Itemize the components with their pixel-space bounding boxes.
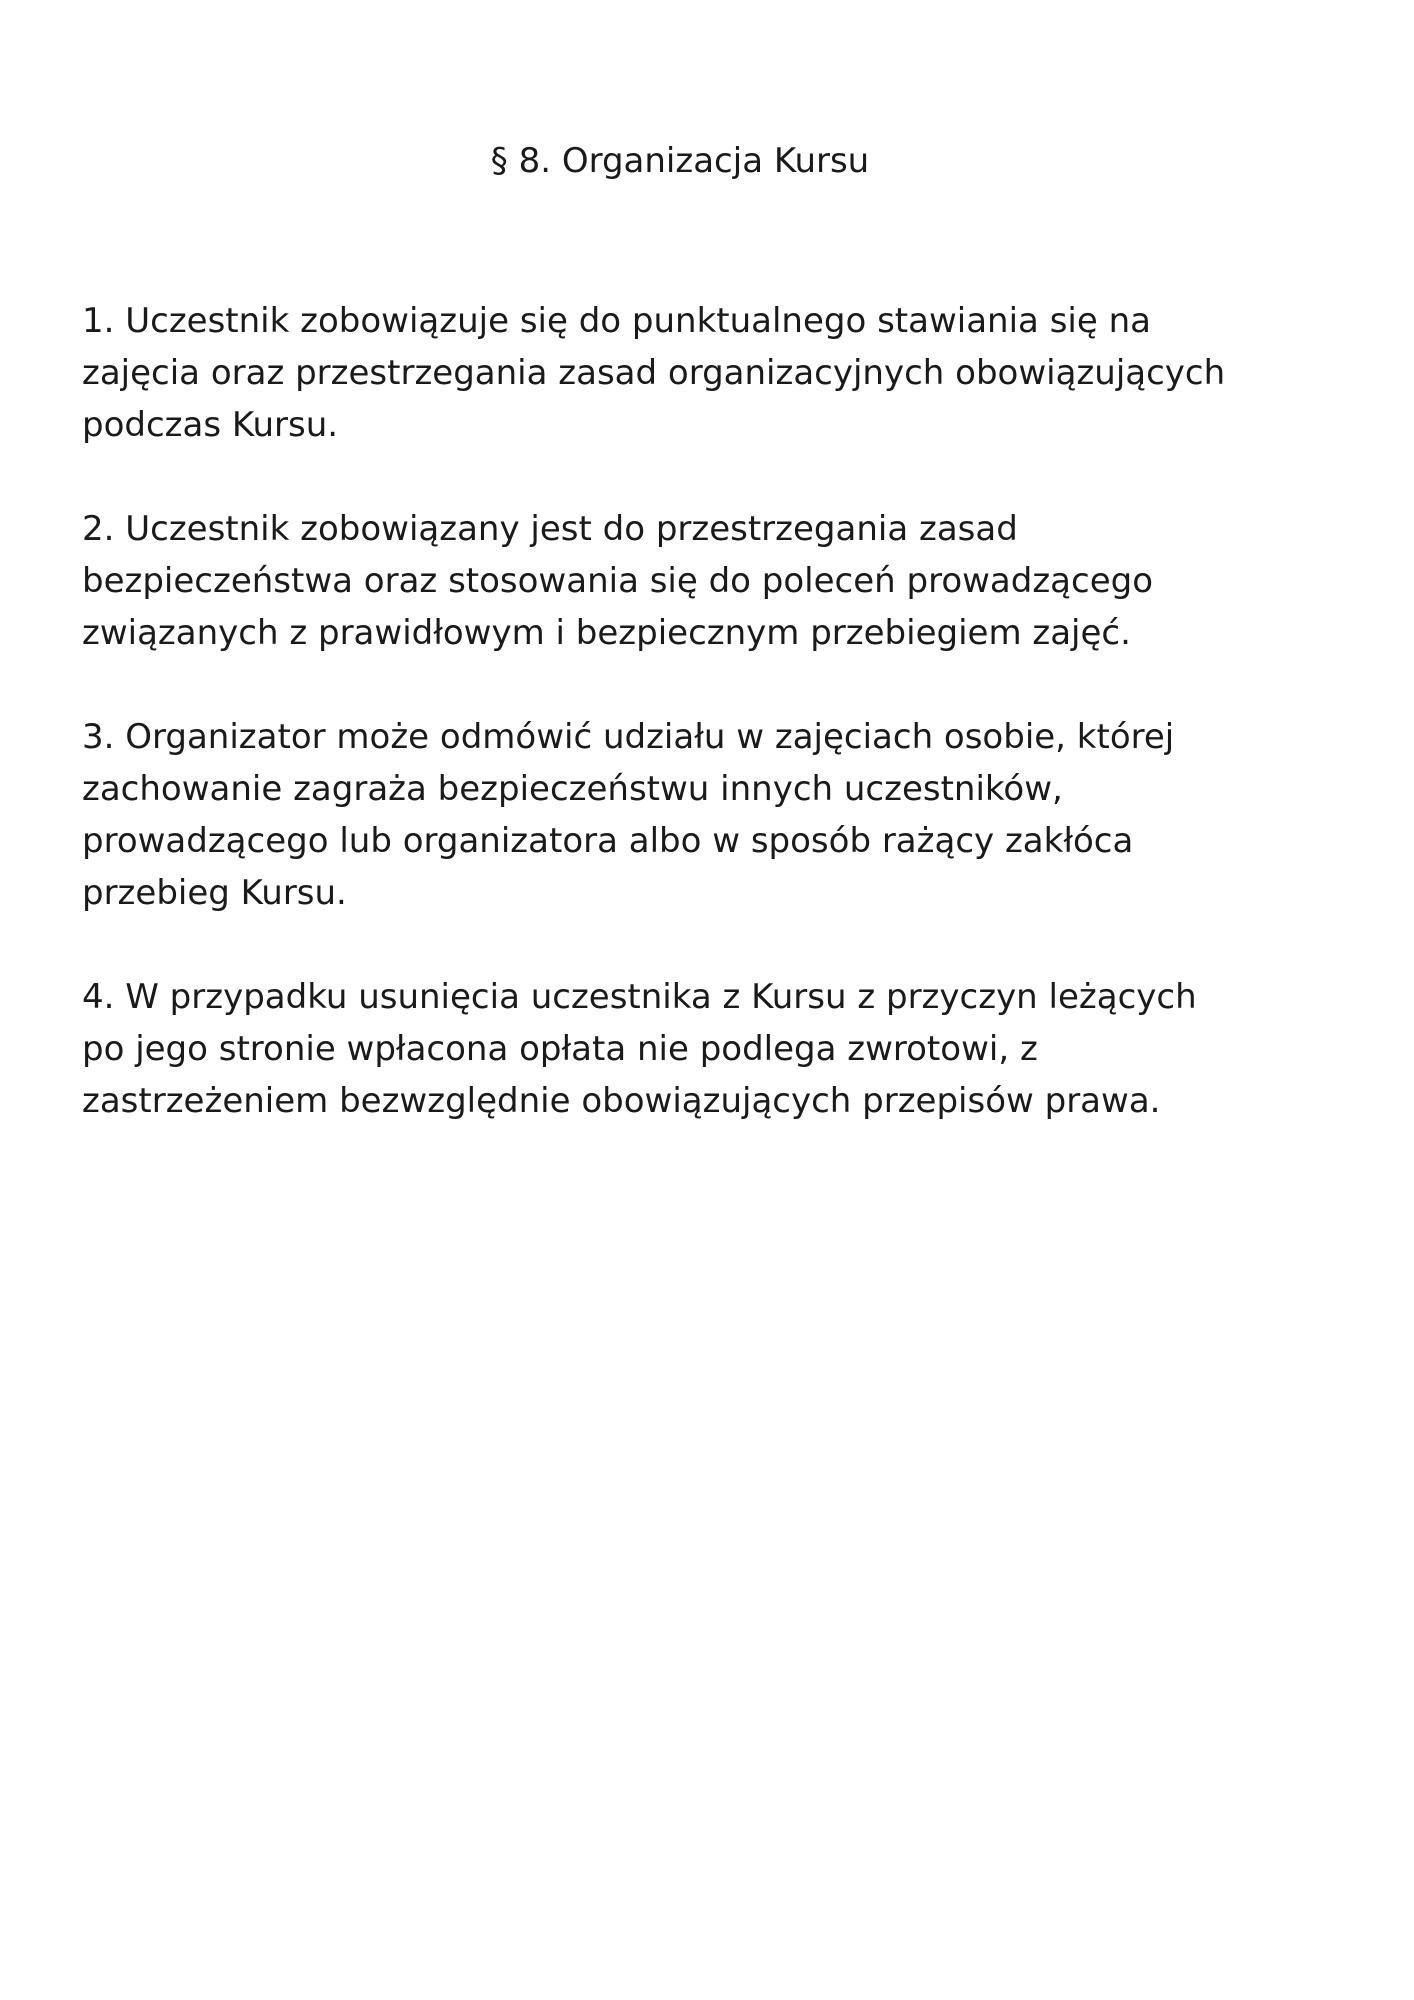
paragraph-line: podczas Kursu.	[82, 405, 339, 445]
paragraph-line: prowadzącego lub organizatora albo w sposób rażący zakłóca	[82, 821, 1134, 861]
paragraph-4	[82, 971, 1322, 1127]
paragraph-line: 2. Uczestnik zobowiązany jest do przestrzegania zasad	[82, 509, 1018, 549]
paragraph-line: zachowanie zagraża bezpieczeństwu innych uczestników,	[82, 769, 1063, 809]
paragraph-line: 1. Uczestnik zobowiązuje się do punktualnego stawiania się na	[82, 301, 1151, 341]
paragraph-3	[82, 711, 1322, 919]
paragraph-line: związanych z prawidłowym i bezpiecznym przebiegiem zajęć.	[82, 613, 1131, 653]
paragraph-line: bezpieczeństwa oraz stosowania się do poleceń prowadzącego	[82, 561, 1154, 601]
paragraph-line: zajęcia oraz przestrzegania zasad organizacyjnych obowiązujących	[82, 353, 1226, 393]
paragraph-line: zastrzeżeniem bezwzględnie obowiązujących przepisów prawa.	[82, 1081, 1161, 1121]
paragraph-line: 4. W przypadku usunięcia uczestnika z Kursu z przyczyn leżących	[82, 977, 1197, 1017]
paragraph-line: 3. Organizator może odmówić udziału w zajęciach osobie, której	[82, 717, 1175, 757]
paragraph-line: po jego stronie wpłacona opłata nie podlega zwrotowi, z	[82, 1029, 1038, 1069]
paragraph-1	[82, 295, 1322, 451]
paragraph-2	[82, 503, 1322, 659]
paragraph-list	[82, 295, 1322, 1179]
section-title: § 8. Organizacja Kursu	[490, 141, 870, 181]
paragraph-line: przebieg Kursu.	[82, 873, 347, 913]
